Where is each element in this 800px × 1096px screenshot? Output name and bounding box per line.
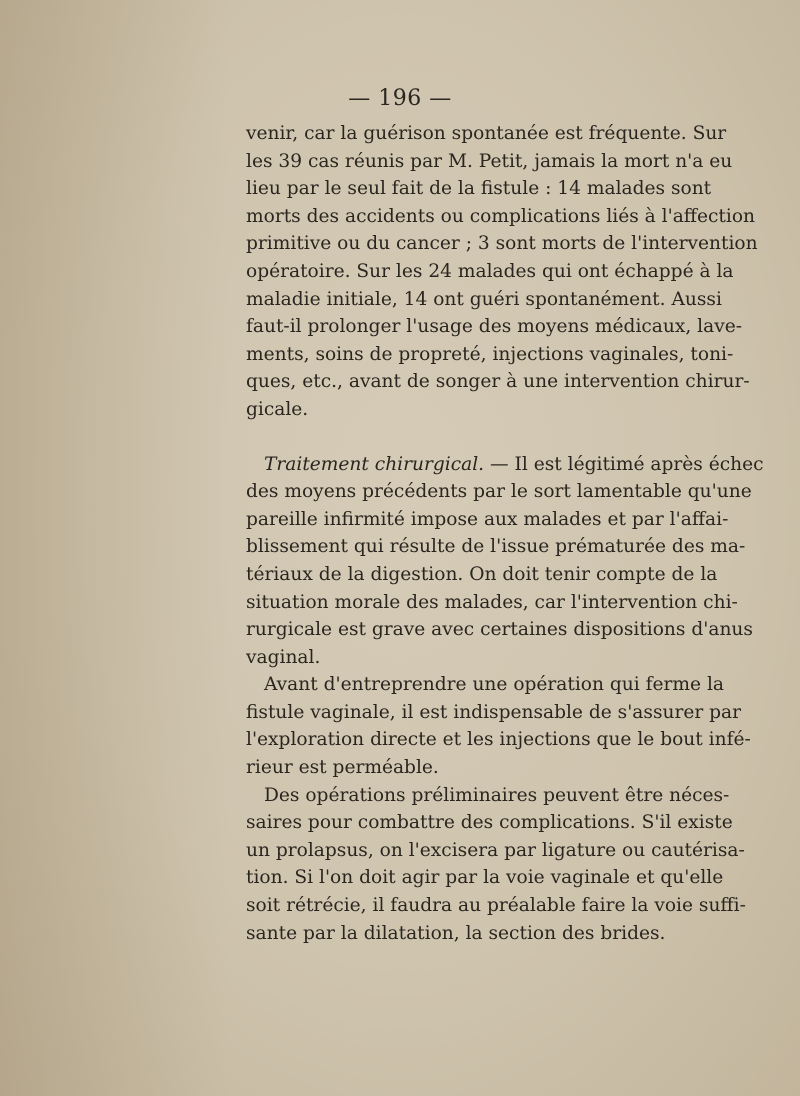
- text-line: un prolapsus, on l'excisera par ligature ou cautérisa-: [246, 839, 745, 861]
- page-number: — 196 —: [348, 86, 452, 111]
- paragraph-prognosis: [246, 120, 758, 424]
- section-heading: Traitement chirurgical.: [264, 453, 485, 475]
- text-line: rieur est perméable.: [246, 757, 439, 779]
- text-line: primitive ou du cancer ; 3 sont morts de l'intervention: [246, 233, 758, 255]
- paragraph-surgical-treatment: [246, 451, 764, 672]
- body-text: [246, 120, 764, 947]
- text-line: ments, soins de propreté, injections vaginales, toni-: [246, 343, 734, 365]
- text-line: tion. Si l'on doit agir par la voie vaginale et qu'elle: [246, 867, 724, 889]
- text-line: pareille infirmité impose aux malades et par l'affai-: [246, 508, 729, 530]
- text-line: ques, etc., avant de songer à une intervention chirur-: [246, 371, 750, 393]
- text-line: tériaux de la digestion. On doit tenir compte de la: [246, 563, 718, 585]
- text-line: l'exploration directe et les injections que le bout infé-: [246, 729, 751, 751]
- text-line: Avant d'entreprendre une opération qui ferme la: [264, 674, 724, 696]
- text-line: morts des accidents ou complications liés à l'affection: [246, 205, 756, 227]
- text-line: saires pour combattre des complications. S'il existe: [246, 812, 733, 834]
- text-line: situation morale des malades, car l'intervention chi-: [246, 591, 738, 613]
- section-gap: [246, 424, 678, 451]
- text-line: des moyens précédents par le sort lamentable qu'une: [246, 481, 752, 503]
- paragraph-before-operation: [246, 671, 751, 781]
- paragraph-preliminary-operations: [246, 782, 746, 948]
- text-line: faut-il prolonger l'usage des moyens médicaux, lave-: [246, 316, 742, 338]
- text-line: Des opérations préliminaires peuvent être néces-: [264, 784, 730, 806]
- text-fragment: — Il est légitimé après échec: [484, 453, 764, 475]
- text-line: vaginal.: [246, 646, 321, 668]
- text-line: gicale.: [246, 398, 309, 420]
- text-line: venir, car la guérison spontanée est fréquente. Sur: [246, 123, 727, 144]
- page-edge-shadow: [0, 0, 230, 1096]
- text-line: [246, 451, 764, 479]
- text-line: fistule vaginale, il est indispensable de s'assurer par: [246, 701, 742, 723]
- text-line: sante par la dilatation, la section des brides.: [246, 922, 666, 944]
- text-line: lieu par le seul fait de la fistule : 14 malades sont: [246, 178, 712, 200]
- text-line: rurgicale est grave avec certaines dispositions d'anus: [246, 619, 753, 641]
- text-line: opératoire. Sur les 24 malades qui ont échappé à la: [246, 260, 734, 282]
- text-line: blissement qui résulte de l'issue prématurée des ma-: [246, 536, 746, 558]
- text-line: les 39 cas réunis par M. Petit, jamais la mort n'a eu: [246, 150, 733, 172]
- text-line: maladie initiale, 14 ont guéri spontanément. Aussi: [246, 288, 722, 310]
- text-line: soit rétrécie, il faudra au préalable faire la voie suffi-: [246, 895, 746, 917]
